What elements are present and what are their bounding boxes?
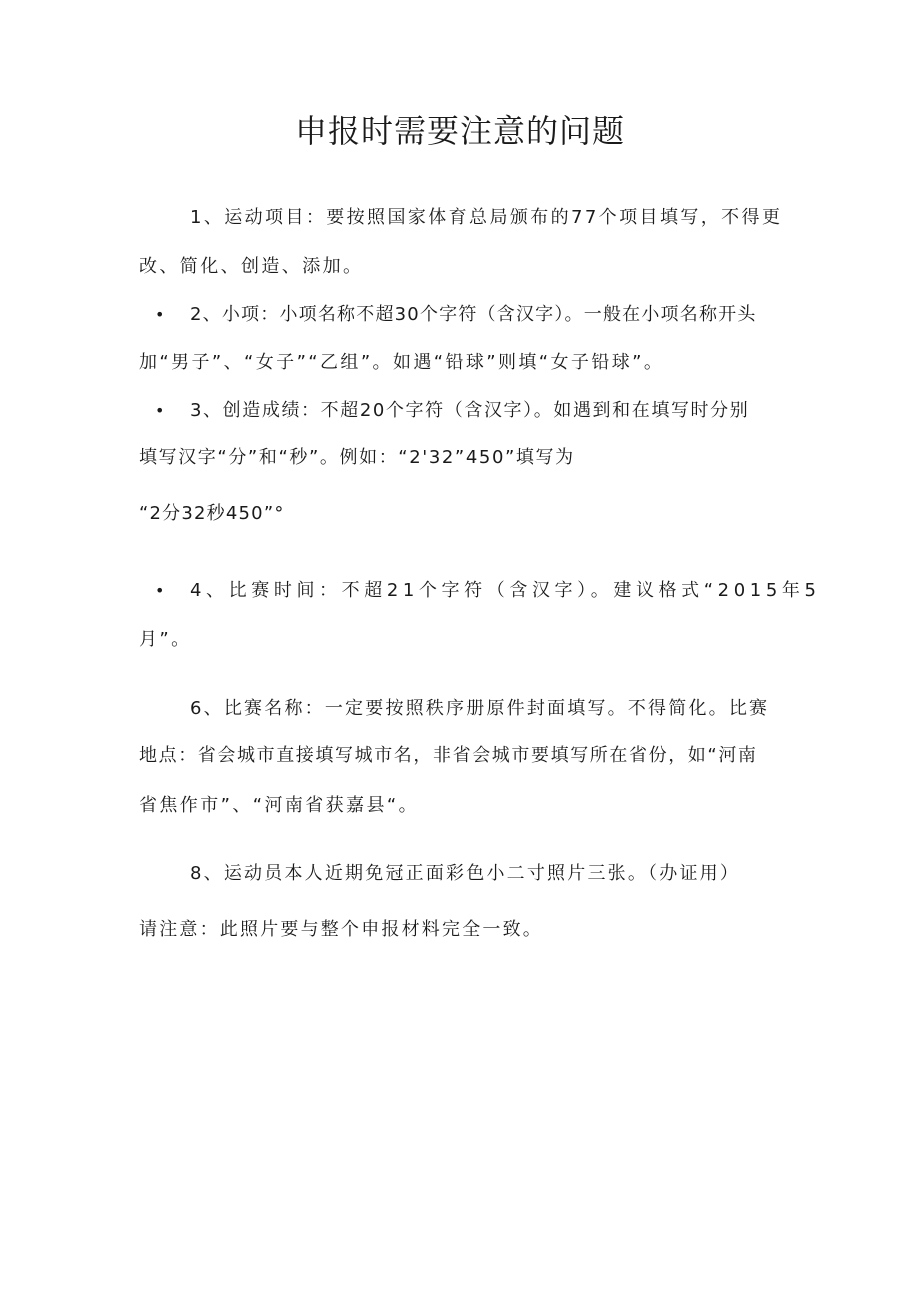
item-2-line-1: 2、小项：小项名称不超30个字符（含汉字）。一般在小项名称开头 (190, 304, 757, 325)
item-3-line-2: 填写汉字“分”和“秒”。例如：“2'32”450”填写为 (139, 447, 575, 468)
document-title: 申报时需要注意的问题 (294, 112, 625, 150)
item-1-line-2: 改、简化、创造、添加。 (139, 256, 364, 277)
item-3-line-3: “2分32秒450”° (139, 503, 285, 524)
item-3-line-1: 3、创造成绩：不超20个字符（含汉字）。如遇到和在填写时分别 (190, 400, 750, 421)
item-1-line-1: 1、运动项目：要按照国家体育总局颁布的77个项目填写，不得更 (190, 207, 783, 228)
item-8-line-2: 请注意：此照片要与整个申报材料完全一致。 (139, 919, 543, 940)
bullet-icon: • (155, 401, 165, 420)
item-4-line-2: 月”。 (139, 629, 192, 650)
item-2-line-2: 加“男子”、“女子”“乙组”。如遇“铅球”则填“女子铅球”。 (139, 352, 665, 373)
item-6-line-1: 6、比赛名称：一定要按照秩序册原件封面填写。不得简化。比赛 (190, 698, 770, 719)
item-4-line-1: 4、比赛时间：不超21个字符（含汉字）。建议格式“2015年5 (190, 580, 821, 601)
item-6-line-3: 省焦作市”、“河南省获嘉县“。 (139, 795, 419, 816)
item-6-line-2: 地点：省会城市直接填写城市名，非省会城市要填写所在省份，如“河南 (139, 745, 758, 766)
item-8-line-1: 8、运动员本人近期免冠正面彩色小二寸照片三张。（办证用） (190, 863, 741, 884)
bullet-icon: • (155, 581, 165, 600)
bullet-icon: • (155, 305, 165, 324)
